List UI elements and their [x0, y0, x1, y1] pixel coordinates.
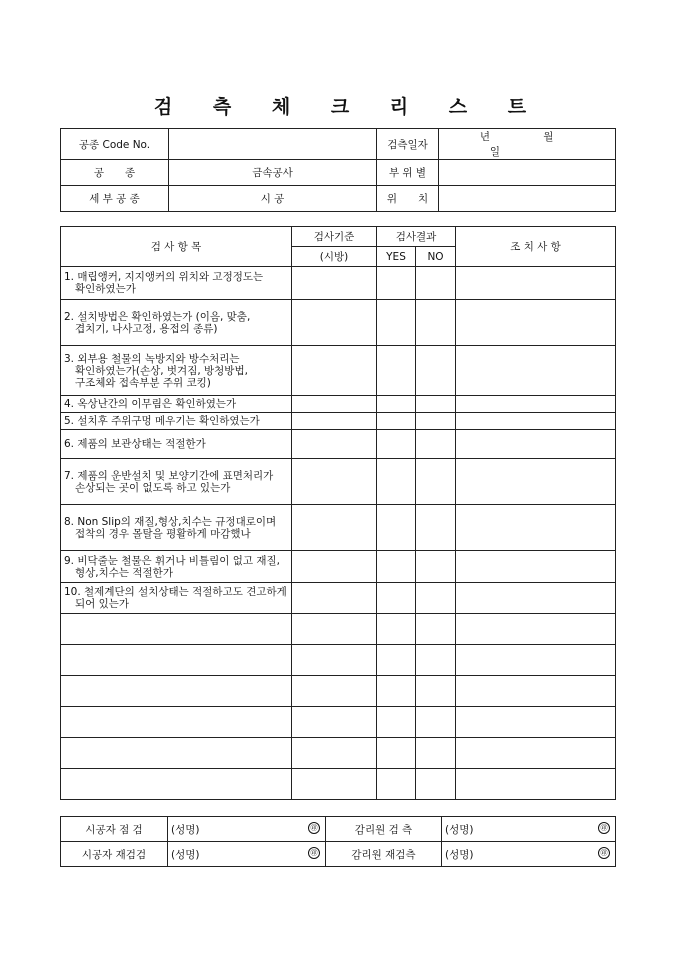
yes-cell[interactable] [377, 430, 416, 459]
part-label: 부 위 별 [377, 160, 439, 186]
action-cell[interactable] [456, 645, 616, 676]
standard-cell[interactable] [292, 707, 377, 738]
no-cell[interactable] [416, 707, 456, 738]
standard-cell[interactable] [292, 769, 377, 800]
standard-cell[interactable] [292, 430, 377, 459]
no-cell[interactable] [416, 300, 456, 346]
date-year-label: 년 [479, 131, 490, 143]
table-row [61, 551, 616, 583]
check-item: 9. 비닥줄눈 철물은 휘거나 비틀림이 없고 재질,형상,치수는 적절한가 [61, 551, 292, 583]
location-label: 위 치 [377, 186, 439, 212]
empty-item-cell[interactable] [61, 707, 292, 738]
date-day-label: 일 [489, 146, 500, 158]
no-cell[interactable] [416, 459, 456, 505]
action-cell[interactable] [456, 459, 616, 505]
check-item: 6. 제품의 보관상태는 적절한가 [61, 430, 292, 459]
check-item: 10. 철제계단의 설치상태는 적절하고도 견고하게 되어 있는가 [61, 583, 292, 614]
action-cell[interactable] [456, 430, 616, 459]
work-code-value[interactable] [169, 129, 377, 160]
standard-cell[interactable] [292, 267, 377, 300]
action-cell[interactable] [456, 583, 616, 614]
standard-cell[interactable] [292, 583, 377, 614]
name-placeholder: (성명) [171, 823, 200, 836]
standard-cell[interactable] [292, 396, 377, 413]
inspect-date-label: 검측일자 [377, 129, 439, 160]
check-item: 2. 설치방법은 확인하였는가 (이음, 맞춤, 겹치기, 나사고정, 용접의 종류) [61, 300, 292, 346]
empty-row [61, 676, 616, 707]
inspect-date-value[interactable] [439, 129, 616, 160]
table-row [61, 346, 616, 396]
standard-cell[interactable] [292, 459, 377, 505]
empty-item-cell[interactable] [61, 645, 292, 676]
check-item: 5. 설치후 주위구멍 메우기는 확인하였는가 [61, 413, 292, 430]
no-cell[interactable] [416, 346, 456, 396]
table-row [61, 583, 616, 614]
yes-cell[interactable] [377, 267, 416, 300]
no-cell[interactable] [416, 430, 456, 459]
check-item: 1. 매립앵커, 지지앵커의 위치와 고정정도는 확인하였는가 [61, 267, 292, 300]
seal-icon: ㊞ [598, 847, 610, 859]
check-item: 3. 외부용 철물의 녹방지와 방수처리는 확인하였는가(손상, 벗겨짐, 방청방법, 구조체와 접속부분 주위 코킹) [61, 346, 292, 396]
col-header-no: NO [416, 247, 456, 267]
supervisor-check-label: 감리원 검 측 [326, 817, 442, 842]
table-row [61, 396, 616, 413]
standard-cell[interactable] [292, 614, 377, 645]
date-month-label: 월 [543, 131, 554, 143]
no-cell[interactable] [416, 583, 456, 614]
sub-work-label: 세 부 공 종 [61, 186, 169, 212]
contractor-check-name[interactable] [168, 817, 326, 842]
action-cell[interactable] [456, 707, 616, 738]
sub-work-value[interactable]: 시 공 [169, 186, 377, 212]
standard-cell[interactable] [292, 645, 377, 676]
name-placeholder: (성명) [445, 823, 474, 836]
header-table [60, 128, 616, 212]
yes-cell[interactable] [377, 769, 416, 800]
no-cell[interactable] [416, 551, 456, 583]
col-header-items: 검 사 항 목 [61, 227, 292, 267]
col-header-standard: 검사기준 [292, 227, 377, 247]
standard-cell[interactable] [292, 346, 377, 396]
table-row [61, 505, 616, 551]
action-cell[interactable] [456, 300, 616, 346]
table-row [61, 300, 616, 346]
action-cell[interactable] [456, 551, 616, 583]
yes-cell[interactable] [377, 505, 416, 551]
yes-cell[interactable] [377, 413, 416, 430]
name-placeholder: (성명) [445, 848, 474, 861]
empty-row [61, 645, 616, 676]
action-cell[interactable] [456, 346, 616, 396]
standard-cell[interactable] [292, 738, 377, 769]
yes-cell[interactable] [377, 300, 416, 346]
work-code-label: 공종 Code No. [61, 129, 169, 160]
table-row [61, 267, 616, 300]
yes-cell[interactable] [377, 676, 416, 707]
table-row [61, 430, 616, 459]
empty-item-cell[interactable] [61, 614, 292, 645]
seal-icon: ㊞ [308, 847, 320, 859]
no-cell[interactable] [416, 267, 456, 300]
action-cell[interactable] [456, 614, 616, 645]
document-title: 검 측 체 크 리 스 트 [153, 96, 544, 118]
empty-row [61, 614, 616, 645]
no-cell[interactable] [416, 413, 456, 430]
contractor-recheck-label: 시공자 재검검 [61, 842, 168, 867]
action-cell[interactable] [456, 396, 616, 413]
standard-cell[interactable] [292, 676, 377, 707]
check-item: 4. 옥상난간의 이무림은 확인하였는가 [61, 396, 292, 413]
no-cell[interactable] [416, 645, 456, 676]
seal-icon: ㊞ [308, 822, 320, 834]
table-row [61, 459, 616, 505]
yes-cell[interactable] [377, 346, 416, 396]
action-cell[interactable] [456, 769, 616, 800]
empty-item-cell[interactable] [61, 738, 292, 769]
seal-icon: ㊞ [598, 822, 610, 834]
check-item: 7. 제품의 운반설치 및 보양기간에 표면처리가 손상되는 곳이 없도록 하고 있는가 [61, 459, 292, 505]
action-cell[interactable] [456, 267, 616, 300]
standard-cell[interactable] [292, 300, 377, 346]
supervisor-check-name[interactable] [442, 817, 616, 842]
action-cell[interactable] [456, 505, 616, 551]
standard-cell[interactable] [292, 505, 377, 551]
signature-table [60, 816, 616, 867]
yes-cell[interactable] [377, 738, 416, 769]
work-label: 공 종 [61, 160, 169, 186]
empty-row [61, 707, 616, 738]
no-cell[interactable] [416, 614, 456, 645]
checklist-table [60, 226, 616, 800]
part-value[interactable] [439, 160, 616, 186]
yes-cell[interactable] [377, 707, 416, 738]
location-value[interactable] [439, 186, 616, 212]
action-cell[interactable] [456, 413, 616, 430]
no-cell[interactable] [416, 769, 456, 800]
col-header-action: 조 치 사 항 [456, 227, 616, 267]
action-cell[interactable] [456, 738, 616, 769]
no-cell[interactable] [416, 676, 456, 707]
empty-row [61, 769, 616, 800]
no-cell[interactable] [416, 396, 456, 413]
work-value[interactable]: 금속공사 [169, 160, 377, 186]
empty-row [61, 738, 616, 769]
yes-cell[interactable] [377, 614, 416, 645]
no-cell[interactable] [416, 738, 456, 769]
check-item: 8. Non Slip의 재질,형상,치수는 규정대로이며 접착의 경우 몰탈을 평활하게 마감했나 [61, 505, 292, 551]
col-header-result: 검사결과 [377, 227, 456, 247]
col-header-standard-sub: (시방) [292, 247, 377, 267]
supervisor-recheck-label: 감리원 재검측 [326, 842, 442, 867]
contractor-recheck-name[interactable] [168, 842, 326, 867]
yes-cell[interactable] [377, 551, 416, 583]
action-cell[interactable] [456, 676, 616, 707]
supervisor-recheck-name[interactable] [442, 842, 616, 867]
contractor-check-label: 시공자 점 검 [61, 817, 168, 842]
standard-cell[interactable] [292, 551, 377, 583]
yes-cell[interactable] [377, 645, 416, 676]
no-cell[interactable] [416, 505, 456, 551]
name-placeholder: (성명) [171, 848, 200, 861]
empty-item-cell[interactable] [61, 769, 292, 800]
col-header-yes: YES [377, 247, 416, 267]
empty-item-cell[interactable] [61, 676, 292, 707]
standard-cell[interactable] [292, 413, 377, 430]
table-row [61, 413, 616, 430]
yes-cell[interactable] [377, 459, 416, 505]
yes-cell[interactable] [377, 583, 416, 614]
yes-cell[interactable] [377, 396, 416, 413]
